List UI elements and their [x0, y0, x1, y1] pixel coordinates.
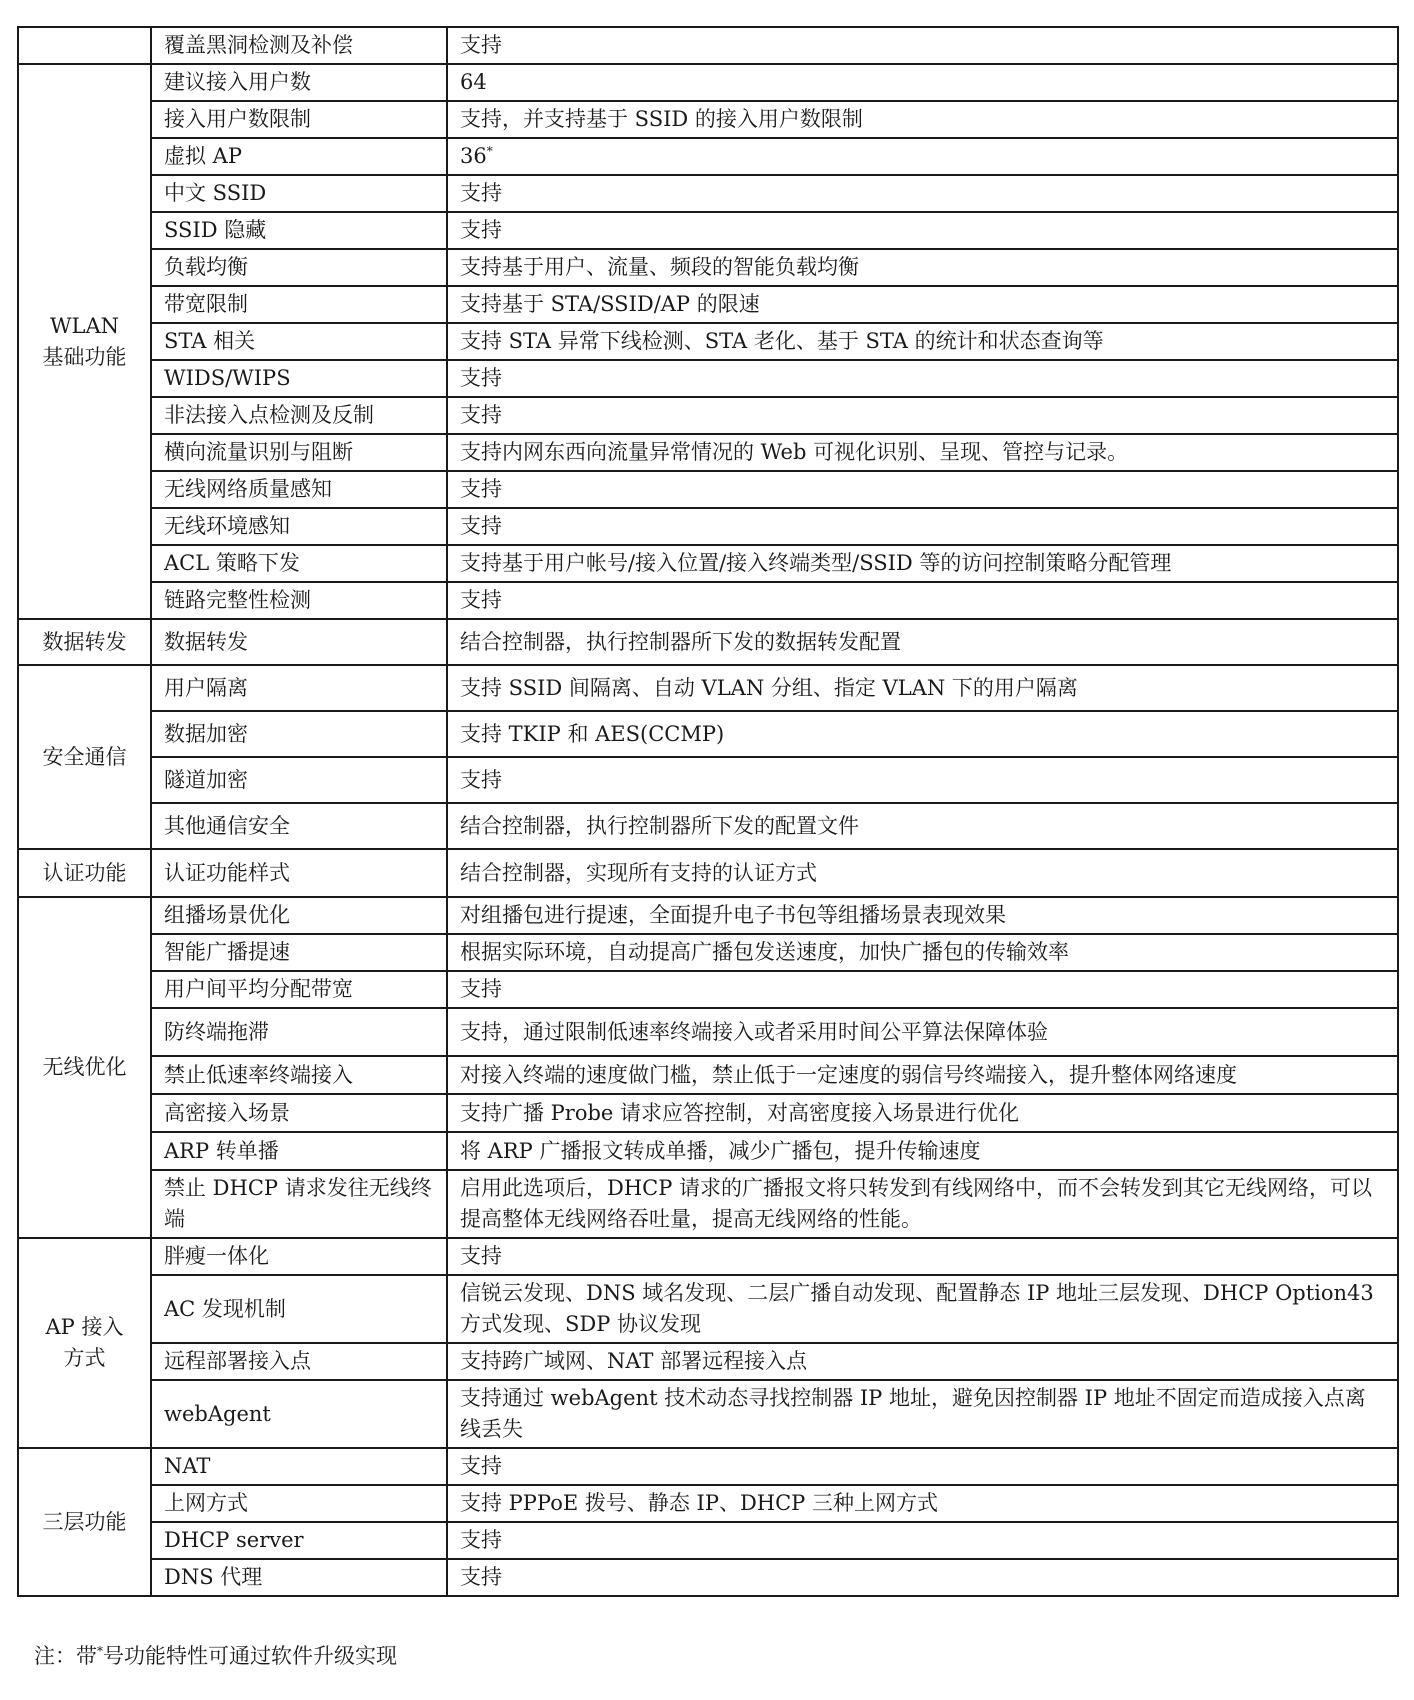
category-label: AP 接入: [45, 1315, 124, 1339]
value-cell: [447, 934, 1398, 971]
value-cell: [447, 1380, 1398, 1448]
value-cell: [447, 175, 1398, 212]
feature-cell: 胖瘦一体化: [151, 1238, 447, 1275]
feature-cell: ACL 策略下发: [151, 545, 447, 582]
category-label: 认证功能: [42, 860, 127, 885]
value-cell: [447, 138, 1398, 175]
value-cell: [447, 64, 1398, 101]
category-label: 安全通信: [42, 744, 127, 769]
category-cell: [18, 1238, 151, 1448]
feature-cell: 带宽限制: [151, 286, 447, 323]
value-text: 支持: [460, 181, 502, 205]
value-cell: [447, 1559, 1398, 1596]
category-label: 数据转发: [42, 629, 127, 654]
value-text: 将 ARP 广播报文转成单播，减少广播包，提升传输速度: [460, 1138, 981, 1163]
value-text: 支持广播 Probe 请求应答控制，对高密度接入场景进行优化: [460, 1100, 1020, 1125]
value-text: 支持，并支持基于 SSID 的接入用户数限制: [460, 107, 863, 131]
value-cell: [447, 757, 1398, 803]
table-row: [18, 934, 1398, 971]
spec-table: [17, 26, 1399, 1597]
category-label: 无线优化: [42, 1055, 127, 1079]
category-cell: [18, 27, 151, 64]
value-text: 根据实际环境，自动提高广播包发送速度，加快广播包的传输效率: [460, 940, 1069, 964]
value-cell: [447, 582, 1398, 619]
table-row: [18, 175, 1398, 212]
table-row: [18, 1380, 1398, 1448]
value-text: 支持: [460, 403, 502, 427]
value-text: 对组播包进行提速，全面提升电子书包等组播场景表现效果: [460, 903, 1006, 927]
value-cell: [447, 1485, 1398, 1522]
table-row: [18, 138, 1398, 175]
feature-cell: 无线环境感知: [151, 508, 447, 545]
value-cell: [447, 1132, 1398, 1170]
table-row: [18, 1275, 1398, 1343]
value-cell: [447, 249, 1398, 286]
feature-cell: 隧道加密: [151, 757, 447, 803]
table-row: [18, 434, 1398, 471]
table-row: [18, 897, 1398, 934]
table-row: [18, 1522, 1398, 1559]
value-cell: [447, 286, 1398, 323]
value-text: 支持 TKIP 和 AES(CCMP): [460, 721, 725, 746]
value-text: 支持跨广域网、NAT 部署远程接入点: [460, 1349, 808, 1373]
table-row: [18, 1343, 1398, 1380]
feature-cell: 数据加密: [151, 711, 447, 757]
category-cell: [18, 665, 151, 849]
value-text: 结合控制器，执行控制器所下发的配置文件: [460, 813, 859, 838]
value-cell: [447, 1522, 1398, 1559]
table-row: [18, 545, 1398, 582]
feature-cell: NAT: [151, 1448, 447, 1485]
value-text: 支持，通过限制低速率终端接入或者采用时间公平算法保障体验: [460, 1019, 1048, 1044]
feature-cell: ARP 转单播: [151, 1132, 447, 1170]
footnote: [34, 1640, 397, 1670]
table-row: [18, 1238, 1398, 1275]
value-cell: [447, 1343, 1398, 1380]
feature-cell: 无线网络质量感知: [151, 471, 447, 508]
footnote-prefix: 注：带: [34, 1644, 97, 1668]
footnote-text: 号功能特性可通过软件升级实现: [103, 1644, 397, 1668]
feature-cell: 高密接入场景: [151, 1094, 447, 1132]
value-text: 结合控制器，执行控制器所下发的数据转发配置: [460, 629, 901, 654]
value-cell: [447, 101, 1398, 138]
value-text: 支持: [460, 366, 502, 390]
value-text: 支持基于 STA/SSID/AP 的限速: [460, 292, 760, 316]
value-text: 支持: [460, 767, 502, 792]
feature-cell: 智能广播提速: [151, 934, 447, 971]
value-text: 支持内网东西向流量异常情况的 Web 可视化识别、呈现、管控与记录。: [460, 440, 1129, 464]
value-cell: [447, 471, 1398, 508]
value-cell: [447, 1275, 1398, 1343]
table-row: [18, 1094, 1398, 1132]
category-label: WLAN: [49, 313, 120, 338]
value-cell: [447, 619, 1398, 665]
category-cell: [18, 64, 151, 619]
value-text: 支持: [460, 218, 502, 242]
table-row: [18, 471, 1398, 508]
value-text: 结合控制器，实现所有支持的认证方式: [460, 860, 817, 885]
table-row: [18, 286, 1398, 323]
table-row: [18, 803, 1398, 849]
value-text: 启用此选项后，DHCP 请求的广播报文将只转发到有线网络中，而不会转发到其它无线网络，可以提高整体无线网络吞吐量，提高无线网络的性能。: [460, 1176, 1373, 1231]
feature-cell: 其他通信安全: [151, 803, 447, 849]
value-cell: [447, 971, 1398, 1008]
value-text: 支持: [460, 1454, 502, 1478]
table-row: [18, 665, 1398, 711]
feature-cell: DNS 代理: [151, 1559, 447, 1596]
table-row: [18, 849, 1398, 897]
feature-cell: 用户间平均分配带宽: [151, 971, 447, 1008]
table-row: [18, 1559, 1398, 1596]
value-asterisk: *: [486, 144, 493, 158]
feature-cell: 禁止低速率终端接入: [151, 1056, 447, 1094]
feature-cell: 虚拟 AP: [151, 138, 447, 175]
table-row: [18, 711, 1398, 757]
value-cell: [447, 360, 1398, 397]
value-text: 支持: [460, 477, 502, 501]
value-cell: [447, 212, 1398, 249]
value-text: 支持 PPPoE 拨号、静态 IP、DHCP 三种上网方式: [460, 1491, 938, 1515]
table-row: [18, 1008, 1398, 1056]
feature-cell: 接入用户数限制: [151, 101, 447, 138]
feature-cell: 非法接入点检测及反制: [151, 397, 447, 434]
feature-cell: DHCP server: [151, 1522, 447, 1559]
category-cell: [18, 619, 151, 665]
table-row: [18, 64, 1398, 101]
table-row: [18, 212, 1398, 249]
table-row: [18, 27, 1398, 64]
value-cell: [447, 849, 1398, 897]
value-text: 支持通过 webAgent 技术动态寻找控制器 IP 地址，避免因控制器 IP 地址不固定而造成接入点离线丢失: [460, 1386, 1366, 1441]
category-label: 方式: [63, 1346, 106, 1370]
value-text: 支持: [460, 977, 502, 1001]
value-cell: [447, 545, 1398, 582]
value-cell: [447, 434, 1398, 471]
table-row: [18, 1056, 1398, 1094]
category-label: 基础功能: [42, 344, 127, 369]
feature-cell: 认证功能样式: [151, 849, 447, 897]
feature-cell: 覆盖黑洞检测及补偿: [151, 27, 447, 64]
category-cell: [18, 849, 151, 897]
feature-cell: 防终端拖滞: [151, 1008, 447, 1056]
feature-cell: 组播场景优化: [151, 897, 447, 934]
category-cell: [18, 897, 151, 1238]
table-row: [18, 971, 1398, 1008]
value-cell: [447, 323, 1398, 360]
value-text: 支持 STA 异常下线检测、STA 老化、基于 STA 的统计和状态查询等: [460, 329, 1104, 353]
feature-cell: AC 发现机制: [151, 1275, 447, 1343]
value-cell: [447, 665, 1398, 711]
feature-cell: 用户隔离: [151, 665, 447, 711]
feature-cell: 建议接入用户数: [151, 64, 447, 101]
value-cell: [447, 27, 1398, 64]
value-cell: [447, 1008, 1398, 1056]
feature-cell: webAgent: [151, 1380, 447, 1448]
value-text: 支持基于用户、流量、频段的智能负载均衡: [460, 255, 859, 279]
value-text: 支持: [460, 33, 502, 57]
table-row: [18, 101, 1398, 138]
value-text: 64: [460, 70, 487, 94]
table-row: [18, 582, 1398, 619]
feature-cell: 负载均衡: [151, 249, 447, 286]
value-cell: [447, 1056, 1398, 1094]
value-text: 支持: [460, 1565, 502, 1589]
feature-cell: 链路完整性检测: [151, 582, 447, 619]
feature-cell: 远程部署接入点: [151, 1343, 447, 1380]
table-row: [18, 397, 1398, 434]
value-text: 36: [460, 144, 487, 168]
value-text: 对接入终端的速度做门槛，禁止低于一定速度的弱信号终端接入，提升整体网络速度: [460, 1062, 1237, 1087]
value-text: 支持 SSID 间隔离、自动 VLAN 分组、指定 VLAN 下的用户隔离: [460, 675, 1078, 700]
table-row: [18, 1132, 1398, 1170]
table-row: [18, 360, 1398, 397]
value-text: 支持: [460, 514, 502, 538]
value-text: 支持基于用户帐号/接入位置/接入终端类型/SSID 等的访问控制策略分配管理: [460, 551, 1172, 575]
category-label: 三层功能: [42, 1509, 127, 1534]
feature-cell: WIDS/WIPS: [151, 360, 447, 397]
table-row: [18, 508, 1398, 545]
value-cell: [447, 803, 1398, 849]
feature-cell: 上网方式: [151, 1485, 447, 1522]
feature-cell: SSID 隐藏: [151, 212, 447, 249]
category-cell: [18, 1448, 151, 1596]
value-cell: [447, 711, 1398, 757]
table-row: [18, 323, 1398, 360]
value-cell: [447, 897, 1398, 934]
feature-cell: 中文 SSID: [151, 175, 447, 212]
feature-cell: 禁止 DHCP 请求发往无线终端: [151, 1170, 447, 1238]
value-cell: [447, 1238, 1398, 1275]
table-row: [18, 619, 1398, 665]
feature-cell: 横向流量识别与阻断: [151, 434, 447, 471]
value-cell: [447, 397, 1398, 434]
value-text: 支持: [460, 1244, 502, 1268]
table-row: [18, 1448, 1398, 1485]
table-row: [18, 1485, 1398, 1522]
table-row: [18, 1170, 1398, 1238]
value-cell: [447, 1448, 1398, 1485]
spec-table-body: [18, 27, 1398, 1596]
table-row: [18, 249, 1398, 286]
footnote-asterisk: *: [97, 1644, 103, 1658]
feature-cell: 数据转发: [151, 619, 447, 665]
table-row: [18, 757, 1398, 803]
value-text: 支持: [460, 588, 502, 612]
value-text: 支持: [460, 1528, 502, 1552]
value-cell: [447, 1170, 1398, 1238]
value-cell: [447, 508, 1398, 545]
value-cell: [447, 1094, 1398, 1132]
feature-cell: STA 相关: [151, 323, 447, 360]
value-text: 信锐云发现、DNS 域名发现、二层广播自动发现、配置静态 IP 地址三层发现、DHCP Option43 方式发现、SDP 协议发现: [460, 1281, 1374, 1336]
